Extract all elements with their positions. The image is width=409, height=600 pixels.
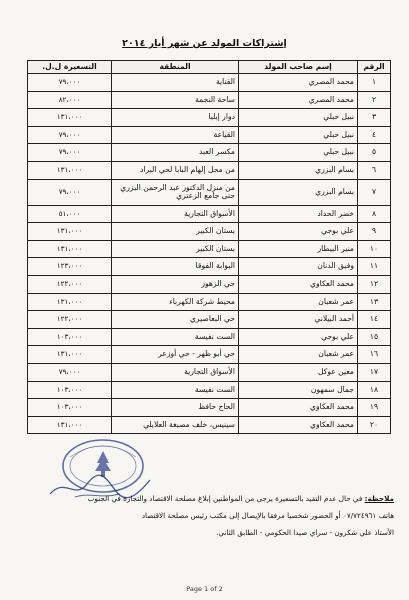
cell-area: حي البعاصيري — [112, 311, 239, 329]
cell-area: الست نفيسة — [112, 328, 239, 346]
cell-name: جمال سمهون — [239, 381, 358, 399]
cell-name: وفيق الدنان — [239, 258, 358, 276]
table-row — [28, 416, 391, 434]
cell-num: ١٦ — [358, 346, 391, 364]
table-row — [28, 363, 391, 381]
table-row — [28, 74, 391, 92]
header-area: المنطقة — [112, 61, 239, 74]
table-row — [28, 328, 391, 346]
cell-name: عمر شعبان — [239, 346, 358, 364]
cell-name: بسام البزري — [239, 161, 358, 179]
cell-name: محمد العكاوي — [239, 416, 358, 434]
table-row — [28, 293, 391, 311]
cell-area: حي أبو ظهر - حي أوزعر — [112, 346, 239, 364]
cell-num: ١٠ — [358, 240, 391, 258]
cell-price: ٧٩،٠٠٠ — [28, 126, 112, 144]
cell-name: علي بوجي — [239, 328, 358, 346]
cell-num: ٢٠ — [358, 416, 391, 434]
table-header-row — [28, 61, 391, 74]
cell-num: ٥ — [358, 144, 391, 162]
table-row — [28, 275, 391, 293]
cell-price: ١٣١،٠٠٠ — [28, 416, 112, 434]
cell-area: الست نفيسة — [112, 381, 239, 399]
cell-num: ٦ — [358, 161, 391, 179]
table-body — [28, 74, 391, 434]
table-row — [28, 399, 391, 417]
table-row — [28, 161, 391, 179]
cell-price: ١٢٢،٠٠٠ — [28, 275, 112, 293]
cell-area: بستان الكبير — [112, 223, 239, 241]
cell-price: ١٣١،٠٠٠ — [28, 293, 112, 311]
document-title: إشتراكات المولد عن شهر أيار ٢٠١٤ — [122, 38, 287, 49]
table-row — [28, 109, 391, 127]
cell-area: الحاج حافظ — [112, 399, 239, 417]
table-row — [28, 258, 391, 276]
table-row — [28, 381, 391, 399]
cell-area: الأسواق التجارية — [112, 205, 239, 223]
cell-num: ١٨ — [358, 381, 391, 399]
cell-num: ١٢ — [358, 275, 391, 293]
cell-area: حي الزهور — [112, 275, 239, 293]
cell-price: ١٠٣،٠٠٠ — [28, 381, 112, 399]
table-row — [28, 179, 391, 205]
cell-price: ٧٩،٠٠٠ — [28, 179, 112, 205]
table-row — [28, 346, 391, 364]
cell-name: عمر شعبان — [239, 293, 358, 311]
note-line-3: الأستاذ علي شكرون - سراي صيدا الحكومي - الطابق الثاني. — [216, 528, 394, 537]
cell-price: ٧٩،٠٠٠ — [28, 363, 112, 381]
cell-name: معين عوكل — [239, 363, 358, 381]
cell-name: محمد المصري — [239, 74, 358, 92]
cell-num: ١٤ — [358, 311, 391, 329]
cell-price: ٨٢،٠٠٠ — [28, 91, 112, 109]
cell-num: ٣ — [358, 109, 391, 127]
cell-area: البوابة الفوقا — [112, 258, 239, 276]
cell-area: ساحة النجمة — [112, 91, 239, 109]
table-row — [28, 311, 391, 329]
cell-price: ١٣١،٠٠٠ — [28, 109, 112, 127]
header-price: التسعيرة ل.ل. — [28, 61, 112, 74]
cell-price: ١٣١،٠٠٠ — [28, 346, 112, 364]
cell-area: من محل إلهام البابا لحي البراد — [112, 161, 239, 179]
cell-num: ٧ — [358, 179, 391, 205]
cell-num: ١٣ — [358, 293, 391, 311]
cell-name: خضر الحداد — [239, 205, 358, 223]
cell-price: ١٣١،٠٠٠ — [28, 161, 112, 179]
cell-name: أحمد البيلاني — [239, 311, 358, 329]
cell-name: علي بوجي — [239, 223, 358, 241]
cell-num: ١ — [358, 74, 391, 92]
table-row — [28, 240, 391, 258]
cell-num: ٩ — [358, 223, 391, 241]
header-name: إسم صاحب المولد — [239, 61, 358, 74]
cell-area: القناية — [112, 74, 239, 92]
note-text-1: في حال عدم التقيد بالتسعيرة يرجى من المواطنين إبلاغ مصلحة الاقتصاد والتجارة في الجنوب — [87, 494, 363, 503]
table-row — [28, 205, 391, 223]
cell-price: ١٣١،٠٠٠ — [28, 223, 112, 241]
cell-price: ٥١،٠٠٠ — [28, 205, 112, 223]
header-num: الرقم — [358, 61, 391, 74]
cell-price: ١٢٣،٠٠٠ — [28, 258, 112, 276]
cell-num: ١١ — [358, 258, 391, 276]
cell-name: محمد العكاوي — [239, 275, 358, 293]
note-line-1 — [22, 490, 394, 507]
cell-name: بسام البزري — [239, 179, 358, 205]
cell-area: الأسواق التجارية — [112, 363, 239, 381]
note-section — [22, 490, 394, 541]
cell-num: ١٥ — [358, 328, 391, 346]
page-footer: Page 1 of 2 — [186, 585, 223, 593]
cell-price: ١٢٢،٠٠٠ — [28, 311, 112, 329]
subscriptions-table — [27, 60, 391, 434]
cell-price: ١٠٣،٠٠٠ — [28, 328, 112, 346]
cell-num: ١٧ — [358, 363, 391, 381]
cell-price: ٧٩،٠٠٠ — [28, 144, 112, 162]
table-row — [28, 223, 391, 241]
cell-area: من منزل الدكتور عبد الرحمن البزري حتى جامع الزعتري — [112, 179, 239, 205]
cell-name: محمد العكاوي — [239, 399, 358, 417]
cell-num: ٤ — [358, 126, 391, 144]
table-row — [28, 91, 391, 109]
cell-name: منير البيطار — [239, 240, 358, 258]
cell-price: ٧٩،٠٠٠ — [28, 74, 112, 92]
table-row — [28, 126, 391, 144]
cell-name: نبيل حبلي — [239, 126, 358, 144]
cell-area: القياعة — [112, 126, 239, 144]
cell-price: ١٠٣،٠٠٠ — [28, 399, 112, 417]
note-label: ملاحظة: — [364, 494, 394, 503]
table-row — [28, 144, 391, 162]
cell-num: ٢ — [358, 91, 391, 109]
cell-area: سينيس، خلف مصبغة العلايلي — [112, 416, 239, 434]
cell-area: محيط شركة الكهرباء — [112, 293, 239, 311]
cell-price: ١٣١،٠٠٠ — [28, 240, 112, 258]
cell-name: محمد المصري — [239, 91, 358, 109]
cell-num: ١٩ — [358, 399, 391, 417]
note-line-2: هاتف ٠٧/٧٢٤٩٦١ أو الحضور شخصيا مرفقا بالإيصال إلى مكتب رئيس مصلحة الاقتصاد — [141, 511, 394, 520]
cell-area: دوار إيليا — [112, 109, 239, 127]
cell-name: نبيل حبلي — [239, 109, 358, 127]
cell-area: مكسر العبد — [112, 144, 239, 162]
cell-name: نبيل حبلي — [239, 144, 358, 162]
cell-area: بستان الكبير — [112, 240, 239, 258]
cell-num: ٨ — [358, 205, 391, 223]
